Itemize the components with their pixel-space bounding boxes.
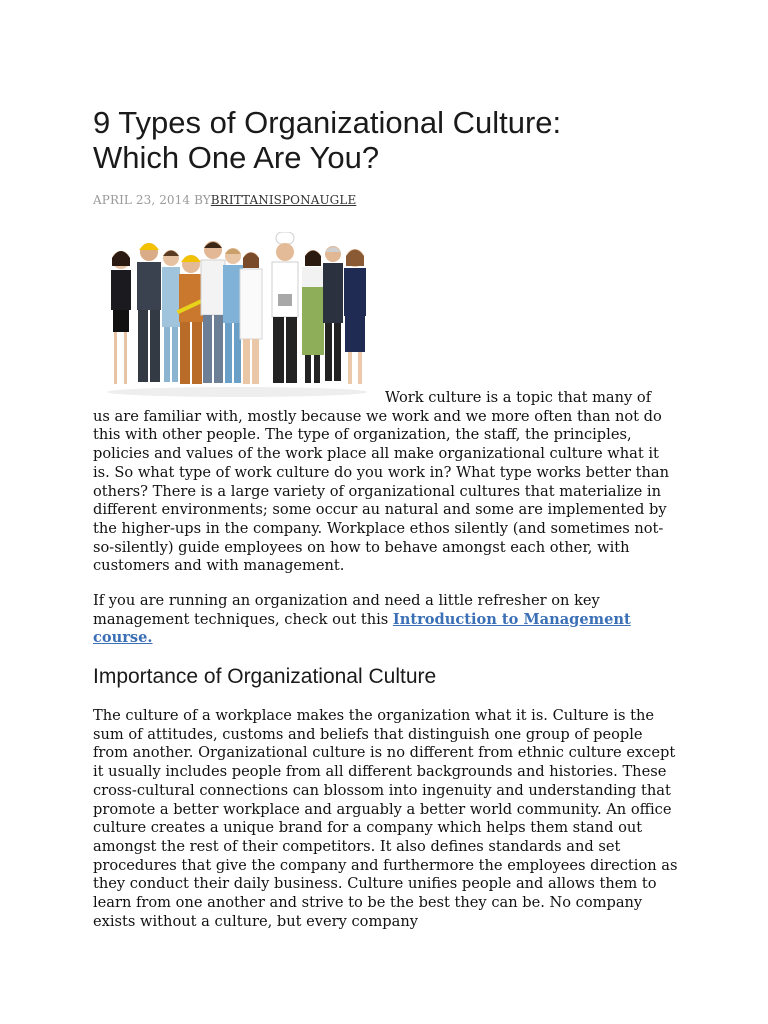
intro-paragraph bbox=[93, 389, 678, 576]
importance-paragraph: The culture of a workplace makes the organization what it is. Culture is the sum of attitudes, customs and beliefs that distinguish one group of people from another. Organizational culture is no different from ethnic culture except it usually includes people from all different backgrounds and histories. These cross-cultural connections can blossom into ingenuity and understanding that promote a better workplace and arguably a better world community. An office culture creates a unique brand for a company which helps them stand out amongst the rest of their competitors. It also defines standards and set procedures that give the company and furthermore the employees direction as they conduct their daily business. Culture unifies people and allows them to learn from one another and strive to be the best they can be. No company exists without a culture, but every company bbox=[93, 707, 678, 930]
course-text: If you are running an organization and need a little refresher on key management techniques, check out this bbox=[93, 592, 600, 628]
title-line-1: 9 Types of Organizational Culture: bbox=[93, 105, 562, 140]
intro-lead-text: Work culture is a topic that many of bbox=[385, 389, 652, 406]
byline-by: BY bbox=[194, 193, 211, 207]
management-course-link[interactable]: Introduction to Management course. bbox=[93, 610, 631, 647]
course-paragraph bbox=[93, 592, 678, 648]
page-title bbox=[93, 105, 678, 175]
post-date: APRIL 23, 2014 bbox=[93, 193, 191, 207]
author-link[interactable]: BRITTANISPONAUGLE bbox=[210, 193, 357, 207]
workers-group-photo-icon bbox=[101, 232, 373, 402]
intro-body-text: us are familiar with, mostly because we work and we more often than not do this with other people. The type of organization, the staff, the principles, policies and values of the work place all make organizational culture what it is. So what type of work culture do you work in? What type works better than others? There is a large variety of organizational cultures that materialize in different environments; some occur au natural and some are implemented by the higher-ups in the company. Workplace ethos silently (and sometimes not-so-silently) guide employees on how to behave amongst each other, with customers and with management. bbox=[93, 407, 669, 575]
byline bbox=[93, 193, 356, 207]
title-line-2: Which One Are You? bbox=[93, 140, 380, 175]
section-heading: Importance of Organizational Culture bbox=[93, 665, 437, 688]
